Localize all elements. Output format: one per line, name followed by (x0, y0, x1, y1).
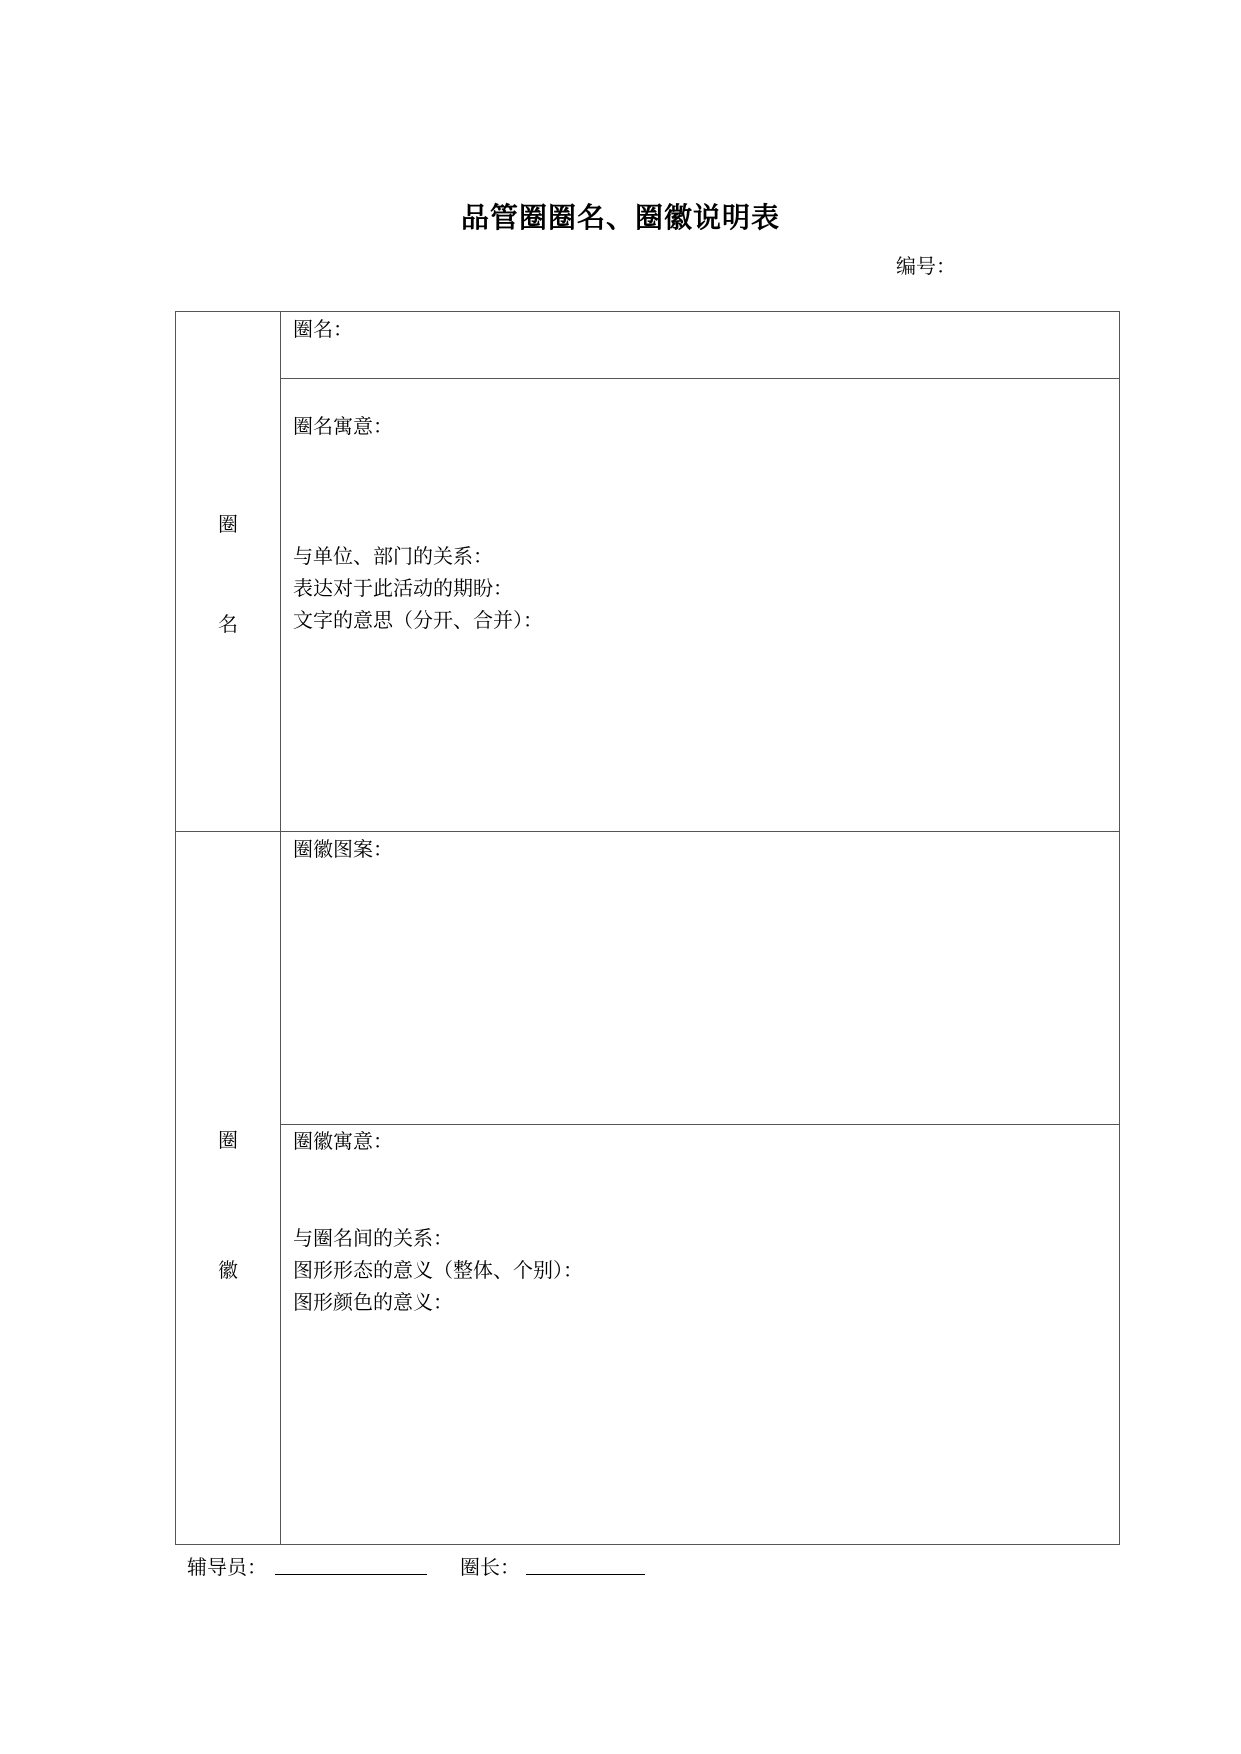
row-divider-emblem (280, 1124, 1119, 1125)
circle-name-meaning-field[interactable]: 圈名寓意： (293, 414, 393, 438)
serial-number-label: 编号： (896, 254, 956, 278)
advisor-label: 辅导员： (187, 1555, 267, 1579)
section-emblem-char-1: 圈 (218, 1128, 238, 1152)
leader-signature-line[interactable] (526, 1574, 645, 1575)
wording-meaning-field[interactable]: 文字的意思（分开、合并）： (293, 608, 543, 632)
emblem-meaning-field[interactable]: 圈徽寓意： (293, 1129, 393, 1153)
section-emblem-char-2: 徽 (218, 1258, 238, 1282)
form-table (175, 311, 1120, 1545)
activity-expectation-field[interactable]: 表达对于此活动的期盼： (293, 576, 513, 600)
shape-meaning-field[interactable]: 图形形态的意义（整体、个别）： (293, 1258, 583, 1282)
column-divider (280, 312, 281, 1544)
row-divider-name (280, 378, 1119, 379)
section-divider (176, 831, 1119, 832)
color-meaning-field[interactable]: 图形颜色的意义： (293, 1290, 453, 1314)
page-title: 品管圈圈名、圈徽说明表 (460, 201, 780, 234)
leader-label: 圈长： (460, 1555, 520, 1579)
emblem-pattern-field[interactable]: 圈徽图案： (293, 837, 393, 861)
advisor-signature-line[interactable] (275, 1574, 427, 1575)
circle-name-field[interactable]: 圈名： (293, 317, 353, 341)
unit-relation-field[interactable]: 与单位、部门的关系： (293, 544, 493, 568)
section-name-char-1: 圈 (218, 512, 238, 536)
name-relation-field[interactable]: 与圈名间的关系： (293, 1226, 453, 1250)
section-name-char-2: 名 (218, 612, 238, 636)
